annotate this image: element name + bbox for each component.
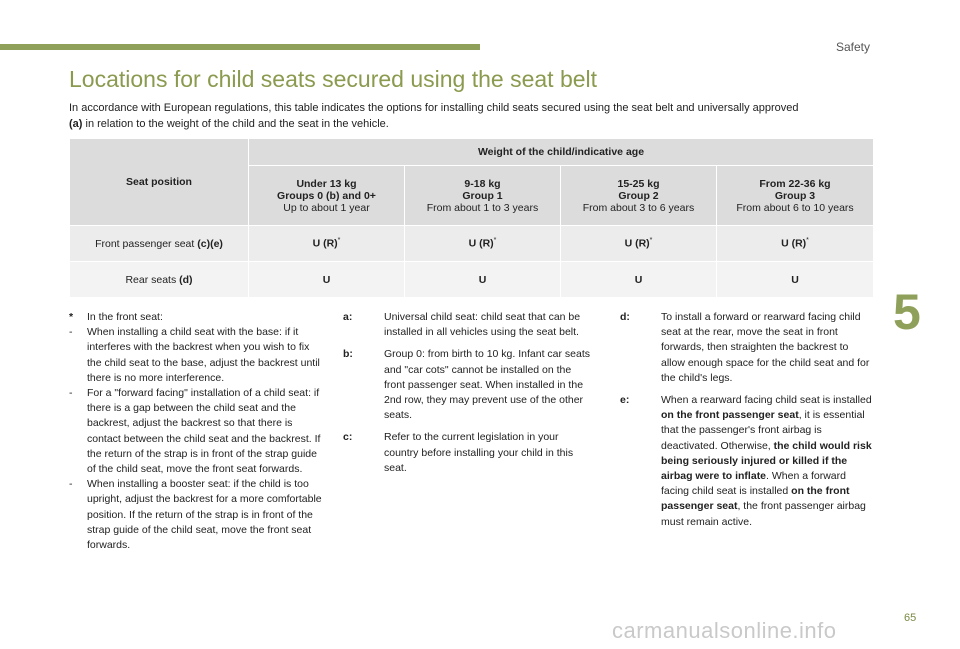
watermark: carmanualsonline.info: [612, 618, 837, 643]
intro-text-2: in relation to the weight of the child and the seat in the vehicle.: [82, 117, 389, 130]
weight-header: Weight of the child/indicative age: [249, 139, 874, 166]
table-cell: U: [249, 262, 405, 298]
table-row: [70, 262, 874, 298]
section-title: Safety: [836, 40, 871, 54]
list-item: - For a "forward facing" installation of a child seat: if there is a gap between the child seat and the backrest, adjust the backrest so that there is contact between the child seat and the backrest. If the return of the strap is in front of the strap guide of the child seat, move the front seat forwards.: [69, 387, 321, 476]
note-c: c: Refer to the current legislation in your country before installing your child in this seat.: [343, 431, 574, 474]
intro-bold: (a): [69, 117, 83, 130]
intro-text-1: In accordance with European regulations, this table indicates the options for installing child seats secured using the seat belt and universally approved: [69, 102, 799, 114]
column-header: Under 13 kg Groups 0 (b) and 0+ Up to about 1 year: [249, 166, 405, 226]
table-cell: U (R)*: [405, 226, 561, 262]
table-cell: U: [717, 262, 874, 298]
column-header: 9-18 kg Group 1 From about 1 to 3 years: [405, 166, 561, 226]
page-number: 65: [904, 612, 917, 624]
note-e: e: When a rearward facing child seat is installed on the front passenger seat, it is essential that the passenger's front airbag is deactivated. Otherwise, the child would risk being seriously injured or killed if the airbag were to inflate. When a forward facing child seat is installed on the front passenger seat, the front passenger airbag must remain active.: [620, 394, 872, 528]
table-row: [70, 226, 874, 262]
star-intro: * In the front seat:: [69, 311, 163, 323]
chapter-number: 5: [893, 284, 921, 340]
row-label: Rear seats (d): [70, 262, 249, 298]
column-header: 15-25 kg Group 2 From about 3 to 6 years: [561, 166, 717, 226]
column-header: From 22-36 kg Group 3 From about 6 to 10 years: [717, 166, 874, 226]
page-title: Locations for child seats secured using the seat belt: [69, 66, 598, 92]
row-label: Front passenger seat (c)(e): [70, 226, 249, 262]
star-notes: [69, 310, 325, 553]
table-cell: U (R)*: [249, 226, 405, 262]
notes-de: [620, 310, 872, 530]
table-cell: U (R)*: [561, 226, 717, 262]
note-b: b: Group 0: from birth to 10 kg. Infant car seats and "car cots" cannot be installed on the front passenger seat. When installed in the 2nd row, they may prevent use of the other seats.: [343, 348, 591, 422]
intro-paragraph: [69, 101, 879, 132]
header-accent-bar: [0, 44, 480, 50]
notes-abc: [343, 310, 595, 476]
table-cell: U: [405, 262, 561, 298]
seat-position-header: Seat position: [70, 139, 249, 226]
note-d: d: To install a forward or rearward facing child seat at the rear, move the seat in front forwards, then straighten the backrest to allow enough space for the child seat and for the child's legs.: [620, 311, 870, 384]
child-seat-table: [69, 138, 874, 298]
table-cell: U (R)*: [717, 226, 874, 262]
list-item: - When installing a booster seat: if the child is too upright, adjust the backrest for a more comfortable position. If the return of the strap is in front of the strap guide of the child seat, move the front seat forwards.: [69, 478, 322, 552]
table-cell: U: [561, 262, 717, 298]
note-a: a: Universal child seat: child seat that can be installed in all vehicles using the seat belt.: [343, 311, 581, 339]
list-item: - When installing a child seat with the base: if it interferes with the backrest when you wish to fix the child seat to the base, adjust the backrest until there is no more interference.: [69, 326, 320, 384]
